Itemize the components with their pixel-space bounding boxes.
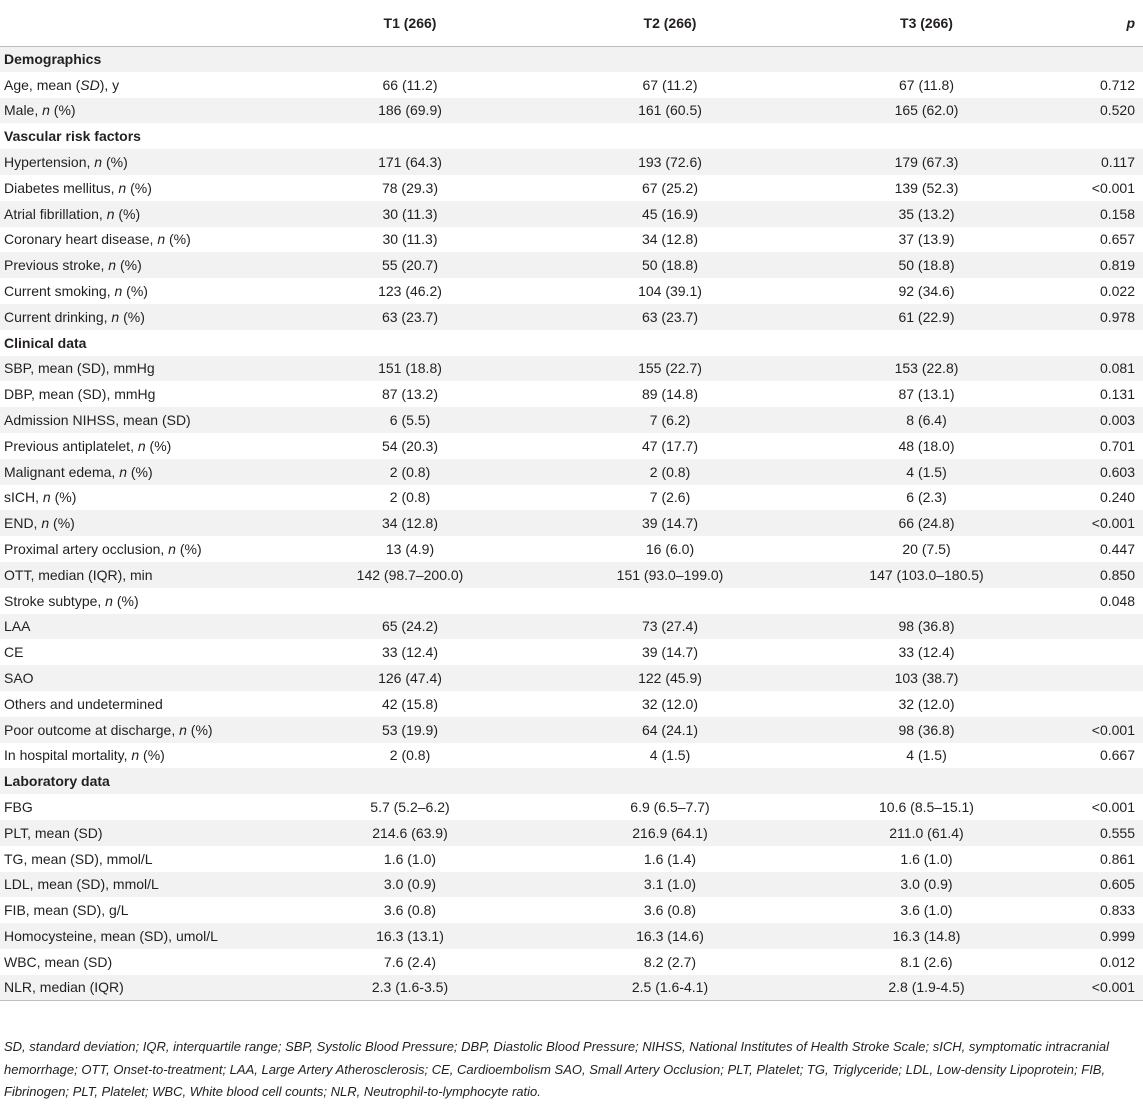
row-label-italic: n: [131, 747, 140, 764]
row-label-suffix: (%): [126, 463, 153, 480]
row-label: [0, 691, 280, 717]
t3-value: 211.0 (61.4): [889, 824, 964, 841]
t3-value: 92 (34.6): [898, 283, 955, 300]
table-row: [0, 72, 1143, 98]
empty-cell: [1053, 768, 1143, 794]
table-row: [0, 227, 1143, 253]
t3-value: 10.6 (8.5–15.1): [879, 799, 974, 815]
row-label-text: Current smoking,: [4, 283, 115, 300]
p-value: 0.603: [1099, 463, 1135, 480]
row-label-italic: n: [106, 205, 115, 222]
table-row: [0, 820, 1143, 846]
t3-value: 4 (1.5): [906, 747, 947, 764]
row-label: [0, 536, 280, 562]
table-row: [0, 562, 1143, 588]
t1-value: 2.3 (1.6-3.5): [280, 975, 540, 1001]
t1-value: 30 (11.3): [382, 205, 438, 222]
t1-value: 30 (11.3): [382, 231, 438, 248]
t1-value: 3.0 (0.9): [383, 876, 437, 893]
row-label: [0, 717, 280, 743]
empty-cell: [800, 330, 1053, 356]
row-label: [0, 639, 280, 665]
row-label-text: SBP, mean (SD), mmHg: [4, 360, 155, 377]
t2-value: 64 (24.1): [641, 721, 699, 738]
header-p-value: p: [1053, 0, 1143, 46]
table-footnote: SD, standard deviation; IQR, interquartile range; SBP, Systolic Blood Pressure; DBP, Diastolic Blood Pressure; NIHSS, National Institutes of Health Stroke Scale; sICH, symptomatic intracranial hemorrhage; OTT, Onset-to-treatment; LAA, Large Artery Atherosclerosis; CE, Cardioembolism SAO, Small Artery Occlusion; PLT, Platelet; TG, Triglyceride; LDL, Low-density Lipoprotein; FIB, Fibrinogen; PLT, Platelet; WBC, White blood cell counts; NLR, Neutrophil-to-lymphocyte ratio.: [4, 1039, 1110, 1100]
section-heading: Vascular risk factors: [4, 128, 141, 145]
row-label-text: In hospital mortality,: [4, 747, 132, 764]
table-row: [0, 743, 1143, 769]
t3-value: 8 (6.4): [906, 412, 947, 429]
row-label-text: Others and undetermined: [4, 695, 163, 712]
row-label: [0, 407, 280, 433]
row-label-italic: n: [111, 308, 120, 325]
row-label-text: LDL, mean (SD), mmol/L: [4, 876, 159, 893]
row-label-suffix: (%): [102, 154, 128, 171]
section-row: [0, 123, 1143, 149]
p-value: 0.048: [1099, 592, 1135, 609]
t2-value: 89 (14.8): [641, 386, 699, 403]
t2-value: 216.9 (64.1): [632, 824, 708, 841]
t2-value: 50 (18.8): [641, 257, 699, 274]
row-label-text: Male,: [4, 102, 43, 119]
row-label: [0, 304, 280, 330]
row-label-suffix: (%): [112, 592, 139, 609]
table-body: [0, 46, 1143, 1000]
table-row: [0, 923, 1143, 949]
header-label: [0, 0, 280, 46]
p-value: 0.447: [1099, 541, 1135, 558]
p-value: 0.861: [1099, 850, 1135, 867]
t3-value: 153 (22.8): [894, 360, 959, 377]
empty-cell: [280, 46, 540, 72]
p-value: [1053, 665, 1143, 691]
table-row: [0, 588, 1143, 614]
p-value: <0.001: [1091, 721, 1135, 738]
row-label-suffix: (%): [116, 257, 142, 274]
t3-value: 20 (7.5): [902, 541, 951, 558]
p-value: 0.158: [1099, 205, 1135, 222]
table-row: [0, 304, 1143, 330]
row-label-suffix: (%): [49, 102, 76, 119]
t2-value: 122 (45.9): [638, 670, 702, 687]
t2-value: 47 (17.7): [641, 437, 699, 454]
row-label: [0, 485, 280, 511]
table-row: [0, 98, 1143, 124]
row-label-suffix: (%): [126, 179, 152, 196]
row-label: [0, 562, 280, 588]
row-label-italic: n: [108, 257, 117, 274]
table-row: [0, 252, 1143, 278]
row-label: [0, 614, 280, 640]
table-row: [0, 149, 1143, 175]
row-label-text: CE: [4, 644, 24, 661]
empty-cell: [280, 330, 540, 356]
row-label: [0, 72, 280, 98]
t2-value: 7 (2.6): [649, 489, 691, 506]
row-label-text: Atrial fibrillation,: [4, 205, 107, 222]
t1-value: 2 (0.8): [389, 747, 431, 764]
t3-value: 165 (62.0): [894, 102, 959, 119]
row-label: [0, 923, 280, 949]
t3-value: 98 (36.8): [898, 618, 955, 635]
row-label: [0, 665, 280, 691]
row-label-text: Poor outcome at discharge,: [4, 721, 180, 738]
p-value: 0.999: [1099, 927, 1135, 944]
table-row: [0, 175, 1143, 201]
t2-value: 7 (6.2): [649, 412, 691, 429]
empty-cell: [540, 123, 800, 149]
row-label-text: SAO: [4, 670, 34, 687]
row-label-suffix: (%): [145, 437, 172, 454]
row-label-text: Diabetes mellitus,: [4, 179, 119, 196]
row-label-italic: n: [114, 283, 123, 300]
row-label-italic: n: [137, 437, 146, 454]
row-label-text: PLT, mean (SD): [4, 824, 103, 841]
t1-value: 3.6 (0.8): [383, 902, 437, 919]
t1-value: 123 (46.2): [378, 283, 442, 300]
t1-value: 33 (12.4): [381, 644, 439, 661]
empty-cell: [800, 768, 1053, 794]
row-label-italic: n: [168, 541, 176, 558]
t2-value: 1.6 (1.4): [643, 850, 697, 867]
header-t2: T2 (266): [540, 0, 800, 46]
p-value: <0.001: [1091, 515, 1135, 532]
row-label-suffix: (%): [186, 721, 213, 738]
t1-value: 16.3 (13.1): [376, 927, 444, 944]
t3-value: 103 (38.7): [894, 670, 959, 687]
row-label-suffix: (%): [122, 283, 148, 300]
t1-value: 66 (11.2): [382, 76, 438, 93]
t3-value: 147 (103.0–180.5): [869, 566, 984, 583]
t1-value: 53 (19.9): [381, 721, 439, 738]
t2-value: 161 (60.5): [638, 102, 702, 119]
p-value: 0.978: [1099, 308, 1135, 325]
table-row: [0, 691, 1143, 717]
empty-cell: [1053, 123, 1143, 149]
t2-value: 39 (14.7): [641, 515, 699, 532]
row-label-suffix: (%): [119, 308, 145, 325]
row-label-suffix: ), y: [99, 76, 120, 93]
row-label: [0, 949, 280, 975]
table-row: [0, 381, 1143, 407]
p-value: 0.003: [1099, 412, 1135, 429]
t2-value: 67 (11.2): [642, 76, 698, 93]
t3-value: 4 (1.5): [906, 463, 947, 480]
t1-value: 55 (20.7): [381, 257, 439, 274]
t1-value: 42 (15.8): [381, 695, 439, 712]
p-value: 0.657: [1099, 231, 1135, 248]
t1-value: 65 (24.2): [381, 618, 439, 635]
row-label: [0, 98, 280, 124]
row-label-text: NLR, median (IQR): [4, 979, 124, 996]
p-value: 0.240: [1099, 489, 1135, 506]
table-row: [0, 433, 1143, 459]
row-label-suffix: (%): [49, 515, 75, 532]
t2-value: [540, 588, 800, 614]
table-row: [0, 459, 1143, 485]
row-label: [0, 975, 280, 1001]
t3-value: 1.6 (1.0): [900, 850, 953, 867]
empty-cell: [1053, 330, 1143, 356]
table-header-row: [0, 0, 1143, 46]
t3-value: 3.6 (1.0): [900, 902, 953, 919]
t3-value: 50 (18.8): [898, 257, 955, 274]
empty-cell: [540, 46, 800, 72]
t1-value: 13 (4.9): [385, 541, 435, 558]
row-label: [0, 201, 280, 227]
row-label: [0, 149, 280, 175]
row-label: [0, 820, 280, 846]
row-label-suffix: (%): [139, 747, 165, 764]
p-value: 0.701: [1099, 437, 1135, 454]
row-label-text: TG, mean (SD), mmol/L: [4, 850, 153, 867]
p-value: 0.605: [1099, 876, 1135, 893]
p-value: 0.833: [1099, 902, 1135, 919]
t3-value: 8.1 (2.6): [900, 953, 953, 970]
row-label-text: FIB, mean (SD), g/L: [4, 902, 129, 919]
t3-value: 16.3 (14.8): [892, 927, 961, 944]
table-row: [0, 717, 1143, 743]
t3-value: 3.0 (0.9): [900, 876, 953, 893]
p-value: 0.117: [1101, 154, 1135, 171]
table-row: [0, 201, 1143, 227]
section-row: [0, 46, 1143, 72]
row-label-text: Coronary heart disease,: [4, 231, 158, 248]
row-label: [0, 252, 280, 278]
t1-value: 6 (5.5): [389, 412, 431, 429]
t3-value: 2.8 (1.9-4.5): [800, 975, 1053, 1001]
t1-value: 1.6 (1.0): [383, 850, 437, 867]
row-label-italic: n: [179, 721, 187, 738]
p-value: 0.850: [1099, 566, 1135, 583]
t3-value: 67 (11.8): [899, 76, 954, 93]
row-label-suffix: (%): [175, 541, 202, 558]
t2-value: 151 (93.0–199.0): [616, 566, 724, 583]
empty-cell: [280, 123, 540, 149]
row-label-italic: SD: [80, 76, 100, 93]
t2-value: 16.3 (14.6): [636, 927, 704, 944]
t2-value: 4 (1.5): [649, 747, 691, 764]
t2-value: 34 (12.8): [641, 231, 699, 248]
t3-value: 33 (12.4): [898, 644, 955, 661]
t3-value: 37 (13.9): [898, 231, 955, 248]
p-value: 0.667: [1099, 747, 1135, 764]
t1-value: 54 (20.3): [381, 437, 439, 454]
table-row: [0, 614, 1143, 640]
row-label-text: Proximal artery occlusion,: [4, 541, 169, 558]
section-row: [0, 330, 1143, 356]
row-label-text: FBG: [4, 799, 33, 815]
p-value: [1053, 639, 1143, 665]
row-label-text: Previous stroke,: [4, 257, 109, 274]
t3-value: 179 (67.3): [894, 154, 959, 171]
header-t3: T3 (266): [800, 0, 1053, 46]
t2-value: 45 (16.9): [641, 205, 699, 222]
p-value: 0.022: [1099, 283, 1135, 300]
t1-value: 7.6 (2.4): [383, 953, 437, 970]
row-label-text: Malignant edema,: [4, 463, 120, 480]
t1-value: 126 (47.4): [378, 670, 442, 687]
row-label-text: sICH,: [4, 489, 43, 506]
t1-value: 186 (69.9): [378, 102, 442, 119]
t3-value: 48 (18.0): [898, 437, 955, 454]
row-label: [0, 846, 280, 872]
row-label-text: OTT, median (IQR), min: [4, 566, 153, 583]
t2-value: 8.2 (2.7): [643, 953, 697, 970]
empty-cell: [800, 123, 1053, 149]
empty-cell: [1053, 46, 1143, 72]
row-label-text: Current drinking,: [4, 308, 112, 325]
row-label-italic: n: [94, 154, 103, 171]
row-label: [0, 356, 280, 382]
t2-value: 3.6 (0.8): [643, 902, 697, 919]
p-value: <0.001: [1091, 799, 1135, 815]
row-label: [0, 588, 280, 614]
section-heading: Laboratory data: [4, 773, 110, 790]
row-label: [0, 175, 280, 201]
row-label: [0, 278, 280, 304]
row-label-italic: n: [118, 179, 127, 196]
row-label: [0, 459, 280, 485]
p-value: 0.012: [1099, 953, 1135, 970]
row-label: [0, 743, 280, 769]
empty-cell: [540, 768, 800, 794]
t1-value: 63 (23.7): [381, 308, 439, 325]
table-row: [0, 846, 1143, 872]
table-row: [0, 897, 1143, 923]
t2-value: 16 (6.0): [645, 541, 695, 558]
row-label-text: LAA: [4, 618, 31, 635]
p-value: 0.520: [1099, 102, 1135, 119]
t3-value: 139 (52.3): [894, 179, 959, 196]
p-value: 0.131: [1099, 386, 1135, 403]
table-row: [0, 510, 1143, 536]
row-label-italic: n: [42, 102, 50, 119]
t1-value: 142 (98.7–200.0): [356, 566, 464, 583]
row-label: [0, 227, 280, 253]
t1-value: 171 (64.3): [378, 154, 442, 171]
t2-value: 155 (22.7): [638, 360, 702, 377]
t1-value: [280, 588, 540, 614]
t1-value: 5.7 (5.2–6.2): [370, 799, 450, 815]
t2-value: 73 (27.4): [641, 618, 699, 635]
row-label: [0, 794, 280, 820]
row-label-text: WBC, mean (SD): [4, 953, 113, 970]
t2-value: 2 (0.8): [649, 463, 691, 480]
table-row: [0, 407, 1143, 433]
t2-value: 6.9 (6.5–7.7): [630, 799, 710, 815]
t2-value: 67 (25.2): [641, 179, 699, 196]
section-heading: Demographics: [4, 51, 102, 68]
table-row: [0, 975, 1143, 1001]
row-label-suffix: (%): [50, 489, 77, 506]
t1-value: 87 (13.2): [381, 386, 439, 403]
row-label-italic: n: [119, 463, 127, 480]
t2-value: 32 (12.0): [641, 695, 699, 712]
table-row: [0, 949, 1143, 975]
section-heading: Clinical data: [4, 334, 87, 351]
row-label-text: Age, mean (: [4, 76, 81, 93]
empty-cell: [280, 768, 540, 794]
t3-value: [800, 588, 1053, 614]
t1-value: 2 (0.8): [389, 463, 431, 480]
t1-value: 78 (29.3): [381, 179, 439, 196]
row-label: [0, 381, 280, 407]
t3-value: 35 (13.2): [898, 205, 955, 222]
t2-value: 193 (72.6): [638, 154, 702, 171]
table-row: [0, 485, 1143, 511]
t2-value: 63 (23.7): [641, 308, 699, 325]
t3-value: 61 (22.9): [898, 308, 955, 325]
row-label-text: Previous antiplatelet,: [4, 437, 138, 454]
table-row: [0, 639, 1143, 665]
t3-value: 87 (13.1): [898, 386, 955, 403]
t2-value: 104 (39.1): [638, 283, 702, 300]
p-value: 0.712: [1099, 76, 1135, 93]
table-row: [0, 536, 1143, 562]
p-value: <0.001: [1091, 179, 1135, 196]
row-label-text: Homocysteine, mean (SD), umol/L: [4, 927, 218, 944]
row-label-suffix: (%): [165, 231, 191, 248]
row-label-suffix: (%): [114, 205, 141, 222]
section-row: [0, 768, 1143, 794]
row-label-italic: n: [157, 231, 166, 248]
t3-value: 6 (2.3): [906, 489, 947, 506]
t2-value: 2.5 (1.6-4.1): [540, 975, 800, 1001]
row-label-text: Stroke subtype,: [4, 592, 106, 609]
p-value: 0.819: [1099, 257, 1135, 274]
table-row: [0, 665, 1143, 691]
row-label: [0, 872, 280, 898]
row-label-text: Admission NIHSS, mean (SD): [4, 412, 191, 429]
t1-value: 34 (12.8): [381, 515, 439, 532]
p-value: [1053, 614, 1143, 640]
t1-value: 151 (18.8): [378, 360, 442, 377]
table-row: [0, 278, 1143, 304]
p-value: [1053, 691, 1143, 717]
row-label-text: END,: [4, 515, 42, 532]
row-label-italic: n: [42, 489, 51, 506]
empty-cell: [540, 330, 800, 356]
t2-value: 39 (14.7): [641, 644, 699, 661]
row-label: [0, 433, 280, 459]
row-label-italic: n: [41, 515, 50, 532]
empty-cell: [800, 46, 1053, 72]
t3-value: 66 (24.8): [898, 515, 955, 532]
table-row: [0, 794, 1143, 820]
p-value: <0.001: [1053, 975, 1143, 1001]
row-label-text: Hypertension,: [4, 154, 95, 171]
row-label-italic: n: [105, 592, 113, 609]
row-label: [0, 897, 280, 923]
t1-value: 214.6 (63.9): [372, 824, 448, 841]
row-label: [0, 510, 280, 536]
row-label-text: DBP, mean (SD), mmHg: [4, 386, 156, 403]
p-value: 0.555: [1099, 824, 1135, 841]
header-t1: T1 (266): [280, 0, 540, 46]
t3-value: 32 (12.0): [898, 695, 955, 712]
table-row: [0, 356, 1143, 382]
table-row: [0, 872, 1143, 898]
t1-value: 2 (0.8): [389, 489, 431, 506]
t3-value: 98 (36.8): [898, 721, 955, 738]
p-value: 0.081: [1099, 360, 1135, 377]
t2-value: 3.1 (1.0): [643, 876, 697, 893]
